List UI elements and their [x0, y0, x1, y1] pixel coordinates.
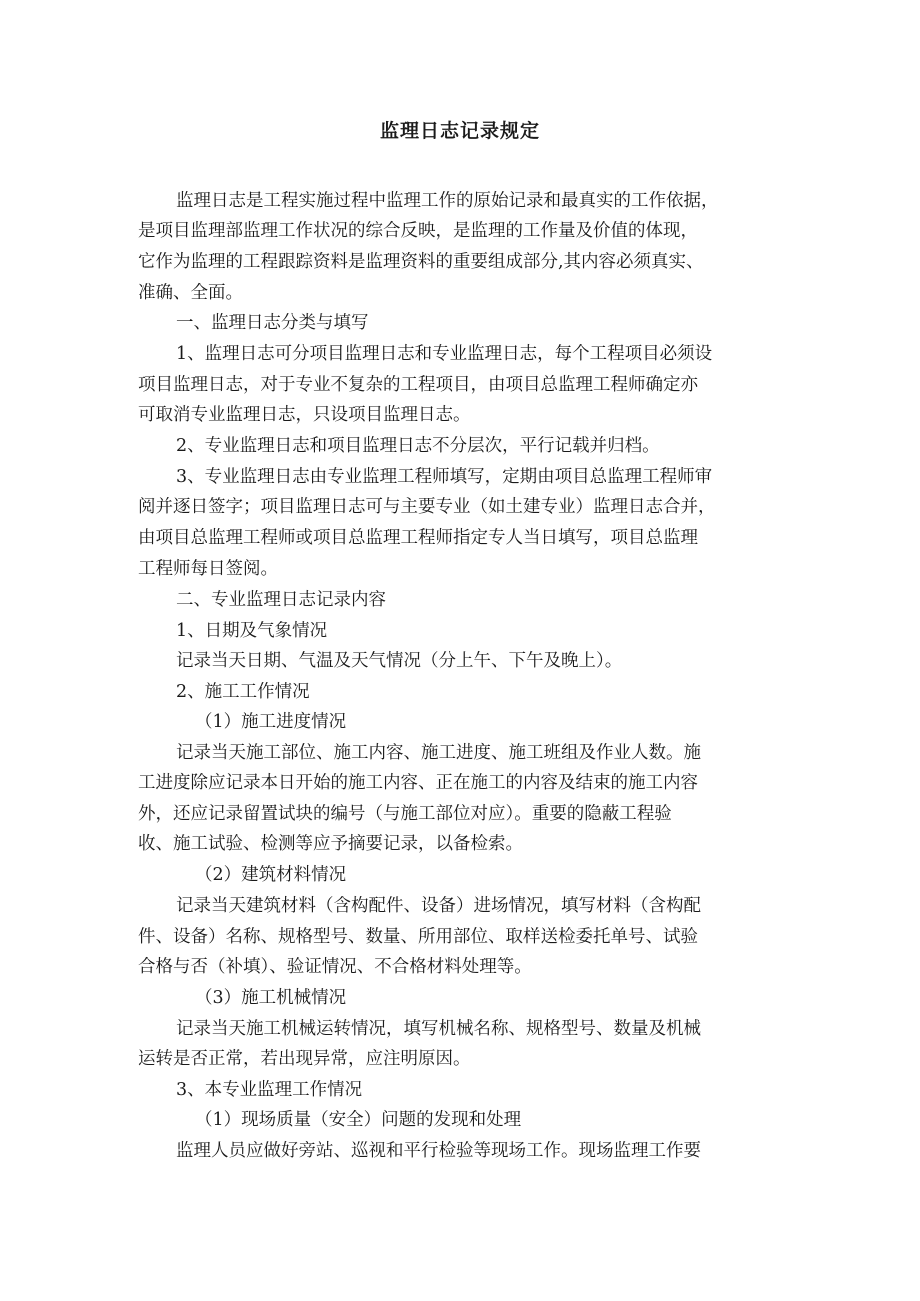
text-line: 收、施工试验、检测等应予摘要记录，以备检索。 [138, 834, 523, 854]
text-line: 合格与否（补填）、验证情况、不合格材料处理等。 [138, 957, 532, 977]
text-line: 它作为监理的工程跟踪资料是监理资料的重要组成部分,其内容必须真实、 [138, 252, 704, 272]
text-line: 2、专业监理日志和项目监理日志不分层次，平行记载并归档。 [176, 436, 660, 456]
text-line: 是项目监理部监理工作状况的综合反映，是监理的工作量及价值的体现， [138, 221, 698, 241]
text-line: 运转是否正常，若出现异常，应注明原因。 [138, 1049, 471, 1069]
text-line: 记录当天施工部位、施工内容、施工进度、施工班组及作业人数。施 [176, 743, 701, 763]
text-line: 工进度除应记录本日开始的施工内容、正在施工的内容及结束的施工内容 [138, 773, 698, 793]
text-line: 件、设备）名称、规格型号、数量、所用部位、取样送检委托单号、试验 [138, 927, 698, 947]
subsection-heading: 2、施工工作情况 [176, 682, 310, 702]
text-line: 阅并逐日签字；项目监理日志可与主要专业（如土建专业）监理日志合并， [138, 497, 716, 517]
item-heading: （3）施工机械情况 [195, 988, 347, 1008]
text-line: 记录当天日期、气温及天气情况（分上午、下午及晚上）。 [176, 651, 623, 671]
section-heading: 二、专业监理日志记录内容 [176, 590, 386, 610]
document-title: 监理日志记录规定 [379, 120, 540, 142]
text-line: 工程师每日签阅。 [138, 559, 278, 579]
text-line: 准确、全面。 [138, 283, 243, 303]
subsection-heading: 1、日期及气象情况 [176, 621, 328, 641]
text-line: 记录当天建筑材料（含构配件、设备）进场情况，填写材料（含构配 [176, 896, 701, 916]
text-line: 可取消专业监理日志，只设项目监理日志。 [138, 405, 471, 425]
text-line: 监理人员应做好旁站、巡视和平行检验等现场工作。现场监理工作要 [176, 1141, 701, 1161]
item-heading: （1）现场质量（安全）问题的发现和处理 [195, 1110, 522, 1130]
text-line: 外，还应记录留置试块的编号（与施工部位对应）。重要的隐蔽工程验 [138, 804, 672, 824]
text-line: 项目监理日志，对于专业不复杂的工程项目，由项目总监理工程师确定亦 [138, 375, 698, 395]
text-line: 监理日志是工程实施过程中监理工作的原始记录和最真实的工作依据， [176, 191, 719, 211]
text-line: 由项目总监理工程师或项目总监理工程师指定专人当日填写，项目总监理 [138, 528, 698, 548]
item-heading: （1）施工进度情况 [195, 712, 347, 732]
text-line: 记录当天施工机械运转情况，填写机械名称、规格型号、数量及机械 [176, 1019, 701, 1039]
item-heading: （2）建筑材料情况 [195, 865, 347, 885]
text-line: 3、专业监理日志由专业监理工程师填写，定期由项目总监理工程师审 [176, 467, 713, 487]
subsection-heading: 3、本专业监理工作情况 [176, 1080, 363, 1100]
text-line: 1、监理日志可分项目监理日志和专业监理日志，每个工程项目必须设 [176, 344, 713, 364]
section-heading: 一、监理日志分类与填写 [176, 313, 369, 333]
